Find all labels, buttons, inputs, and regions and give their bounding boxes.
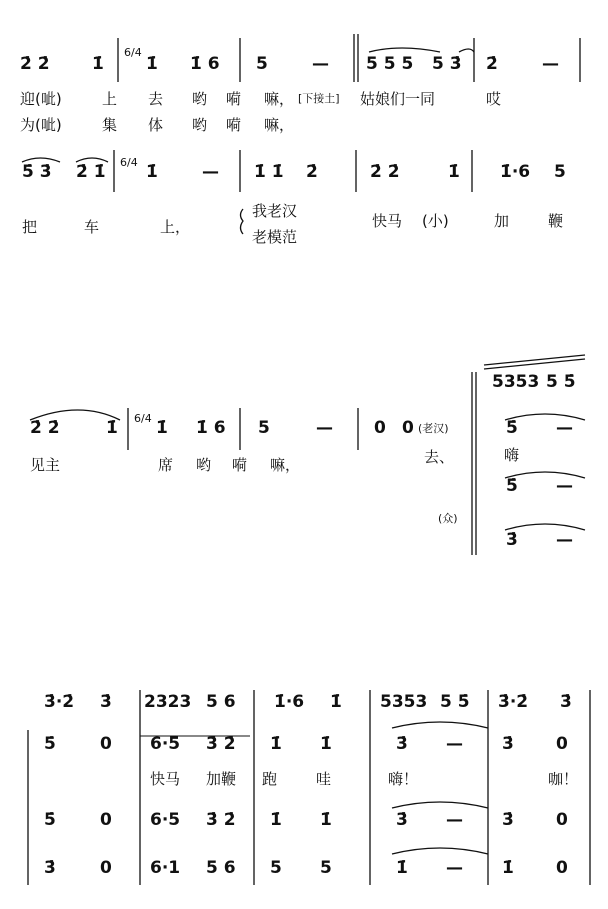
note: — [556,476,573,496]
note: — [446,810,463,830]
note: 5̇ [506,418,518,438]
note: 2̇ 1̇ [76,162,106,182]
lyric: 哟 [192,116,208,134]
note: 3̇ [396,810,408,830]
note: — [542,54,559,74]
lyric: 哎 [486,90,502,108]
note: 5 [270,858,282,878]
note: 2̇ [306,162,318,182]
lyric: 去 [148,90,164,108]
lyric: 快马 [150,770,181,788]
note: 5 5 5 [366,54,414,74]
lyric: 集 [102,116,118,134]
lyric: 咖！ [548,770,579,788]
time-signature: 6/4 [134,412,152,425]
note: — [312,54,329,74]
note: 5 6 [206,692,236,712]
note: 5̇ [44,810,56,830]
note: 0 [402,418,414,438]
note: 5̇ [44,734,56,754]
note: — [446,734,463,754]
note: 0 [556,858,568,878]
note: 3̇ [100,692,112,712]
note: 5 6 [206,858,236,878]
note: 1̇ [502,858,514,878]
note: 6·5 [150,810,181,830]
note: 1̇ [270,734,282,754]
lyric: 加 [494,212,510,230]
note: 1̇ [396,858,408,878]
note: 5353 [380,692,428,712]
note: 2̇ [486,54,498,74]
lyric: 把 [22,218,38,236]
lyric: 老模范 [252,228,298,246]
lyric: 上， [160,218,191,236]
lyric: 我老汉 [252,202,298,220]
lyric: 姑娘们一同 [360,90,436,108]
note: 3̇ [502,810,514,830]
note: 1̇ 6 [190,54,220,74]
lyric: 上 [102,90,118,108]
note: 3̇ [44,858,56,878]
lyric: 嘛， [264,116,295,134]
note: — [556,530,573,550]
note: 1̇ 6 [196,418,226,438]
note: 0 [556,810,568,830]
note: 5 [258,418,270,438]
note: 0 [556,734,568,754]
note: 1̇ [320,810,332,830]
time-signature: 6/4 [124,46,142,59]
note: 3̇ [506,530,518,550]
lyric: 加鞭 [206,770,237,788]
note: 5 [554,162,566,182]
lyric: 嘛， [270,456,301,474]
cue-note: [下接土] [298,92,340,105]
note: 0 [100,734,112,754]
note: 2323 [144,692,192,712]
lyric: 哟 [196,456,212,474]
lyric: (小) [422,212,449,230]
note: 5̇ [506,476,518,496]
lyric: 席 [158,456,174,474]
lyric: 为(呲) [20,116,62,134]
lyric: 嗨 [504,446,520,464]
lyric: 跑 [262,770,278,788]
note: 1̇ [156,418,168,438]
note: 1̇ [270,810,282,830]
note: 2̇ 2̇ [20,54,50,74]
note: 1̇ [106,418,118,438]
note: 2̇ 2̇ [30,418,60,438]
note: 1̇ [320,734,332,754]
note: 3̇·2̇ [44,692,75,712]
note: 1̇ [92,54,104,74]
lyric: 嗬 [226,116,242,134]
note: — [202,162,219,182]
note: 3̇ [396,734,408,754]
note: 1̇ [146,54,158,74]
lyric: 嗨！ [388,770,419,788]
lyric: 嗬 [226,90,242,108]
note: 0 [100,858,112,878]
note: 3̇·2̇ [498,692,529,712]
note: — [556,418,573,438]
note: 3̇ 2̇ [206,810,236,830]
lyric: 嘛， [264,90,295,108]
note: 1̇·6 [274,692,305,712]
note: 6·5 [150,734,181,754]
note: — [446,858,463,878]
note: 1̇ [448,162,460,182]
voice-label: (老汉) [418,422,449,435]
lyric: 鞭 [548,212,564,230]
lyric: 哟 [192,90,208,108]
note: 5 [320,858,332,878]
note: 0 [374,418,386,438]
lyric: 体 [148,116,164,134]
note: 1̇ 1̇ [254,162,284,182]
lyric: 哇 [316,770,332,788]
lyric: 嗬 [232,456,248,474]
note: 3̇ [560,692,572,712]
time-signature: 6/4 [120,156,138,169]
lyric: 车 [84,218,100,236]
voice-label: (众) [438,512,458,525]
note: 3̇ 2̇ [206,734,236,754]
note: 1̇ [146,162,158,182]
note: 1̇ [330,692,342,712]
note: 5 5̇ [440,692,470,712]
note: 1̇·6 [500,162,531,182]
note: 0 [100,810,112,830]
note: 5 3̇ [432,54,462,74]
note: 6·1 [150,858,181,878]
note: 5 5̇ [546,372,576,392]
note: 5 [256,54,268,74]
lyric: 见主 [30,456,61,474]
note: 5̇ 3̇ [22,162,52,182]
note: 3̇ [502,734,514,754]
lyric: 快马 [372,212,403,230]
note: 5353 [492,372,540,392]
note: 2̇ 2̇ [370,162,400,182]
lyric: 迎(呲) [20,90,62,108]
lyric: 去、 [424,448,455,466]
note: — [316,418,333,438]
